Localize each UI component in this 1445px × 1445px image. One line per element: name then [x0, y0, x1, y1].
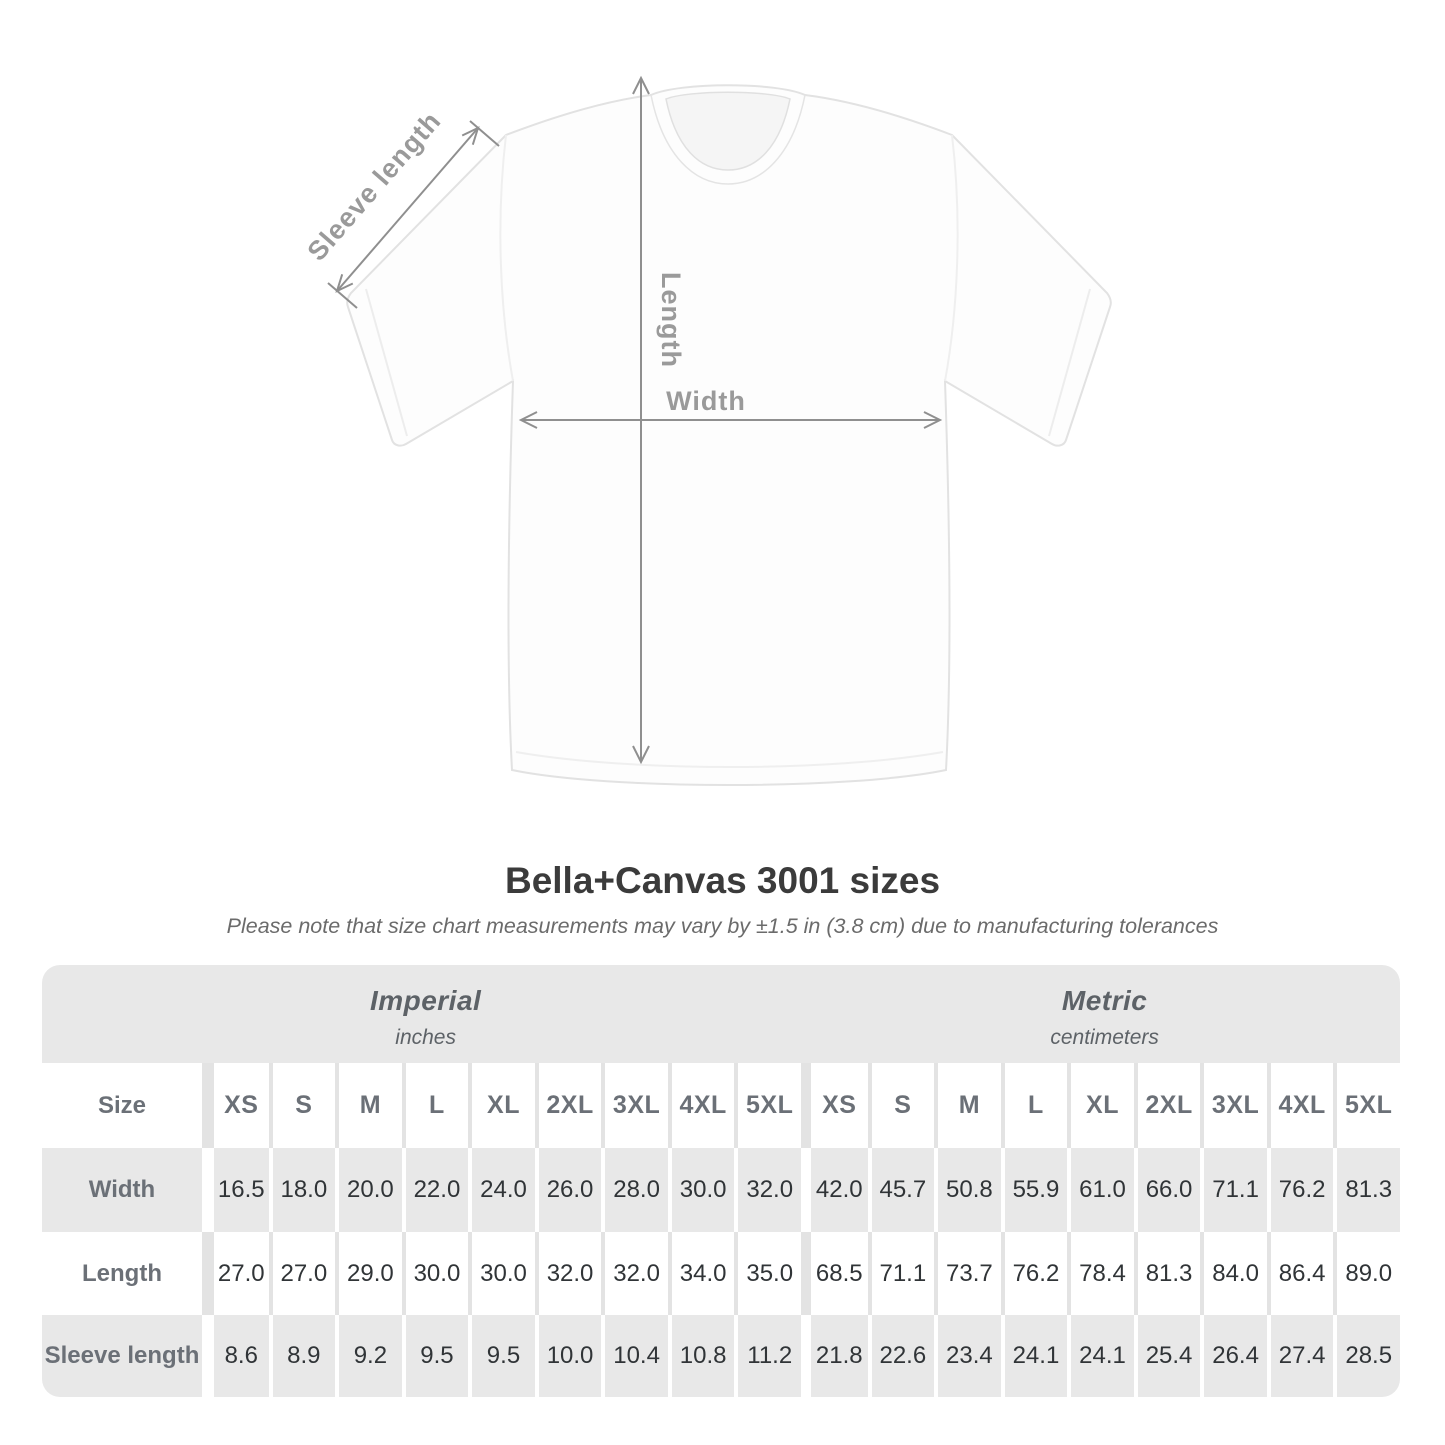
value-cell: 27.4 [1267, 1315, 1334, 1397]
value-cell: 30.0 [402, 1232, 469, 1315]
size-corner-cell: Size [97, 1091, 147, 1119]
length-row [42, 1232, 1400, 1315]
value-cell: 73.7 [934, 1232, 1001, 1315]
value-cell: 24.1 [1001, 1315, 1068, 1397]
sleeve-length-row [42, 1315, 1400, 1397]
value-cell: 21.8 [801, 1315, 868, 1397]
value-cell: 66.0 [1134, 1148, 1201, 1232]
size-header-cell: 3XL [601, 1063, 668, 1148]
value-cell: 8.9 [269, 1315, 336, 1397]
size-header-cell: 2XL [1134, 1063, 1201, 1148]
value-cell: 84.0 [1200, 1232, 1267, 1315]
tshirt-graphic [347, 85, 1111, 785]
value-cell: 45.7 [868, 1148, 935, 1232]
size-header-cell: S [868, 1063, 935, 1148]
value-cell: 86.4 [1267, 1232, 1334, 1315]
value-cell: 71.1 [1200, 1148, 1267, 1232]
value-cell: 50.8 [934, 1148, 1001, 1232]
row-label-cell: Sleeve length [44, 1342, 200, 1369]
size-header-cell: 5XL [734, 1063, 801, 1148]
value-cell: 10.8 [668, 1315, 735, 1397]
value-cell: 30.0 [468, 1232, 535, 1315]
value-cell: 24.1 [1067, 1315, 1134, 1397]
size-header-cell: M [335, 1063, 402, 1148]
size-header-cell: XL [468, 1063, 535, 1148]
value-cell: 28.5 [1333, 1315, 1400, 1397]
value-cell: 78.4 [1067, 1232, 1134, 1315]
size-header-cell: 5XL [1333, 1063, 1400, 1148]
size-header-row [42, 1063, 1400, 1148]
unit-header-band [42, 965, 1400, 1063]
value-cell: 22.6 [868, 1315, 935, 1397]
row-label-cell: Length [82, 1259, 162, 1287]
value-cell: 9.5 [402, 1315, 469, 1397]
value-cell: 9.5 [468, 1315, 535, 1397]
value-cell: 26.0 [535, 1148, 602, 1232]
size-header-cell: L [1001, 1063, 1068, 1148]
value-cell: 32.0 [601, 1232, 668, 1315]
page-title: Bella+Canvas 3001 sizes [504, 860, 941, 901]
size-header-cell: M [934, 1063, 1001, 1148]
value-cell: 61.0 [1067, 1148, 1134, 1232]
value-cell: 16.5 [202, 1148, 269, 1232]
value-cell: 32.0 [734, 1148, 801, 1232]
value-cell: 89.0 [1333, 1232, 1400, 1315]
value-cell: 26.4 [1200, 1315, 1267, 1397]
value-cell: 27.0 [202, 1232, 269, 1315]
value-cell: 71.1 [868, 1232, 935, 1315]
length-label: Length [656, 272, 686, 368]
value-cell: 42.0 [801, 1148, 868, 1232]
size-header-cell: S [269, 1063, 336, 1148]
value-cell: 81.3 [1134, 1232, 1201, 1315]
size-chart-table [42, 965, 1400, 1397]
size-header-cell: XS [202, 1063, 269, 1148]
metric-header-label: Metric [1061, 984, 1148, 1016]
size-header-cell: 4XL [1267, 1063, 1334, 1148]
value-cell: 8.6 [202, 1315, 269, 1397]
value-cell: 35.0 [734, 1232, 801, 1315]
value-cell: 34.0 [668, 1232, 735, 1315]
size-header-cell: 2XL [535, 1063, 602, 1148]
value-cell: 55.9 [1001, 1148, 1068, 1232]
value-cell: 32.0 [535, 1232, 602, 1315]
imperial-header-label: Imperial [369, 984, 482, 1016]
value-cell: 30.0 [668, 1148, 735, 1232]
value-cell: 29.0 [335, 1232, 402, 1315]
value-cell: 10.4 [601, 1315, 668, 1397]
size-header-cell: 3XL [1200, 1063, 1267, 1148]
value-cell: 76.2 [1001, 1232, 1068, 1315]
sleeve-length-label: Sleeve length [301, 105, 447, 267]
width-label: Width [666, 386, 746, 416]
value-cell: 25.4 [1134, 1315, 1201, 1397]
value-cell: 10.0 [535, 1315, 602, 1397]
size-header-cell: 4XL [668, 1063, 735, 1148]
value-cell: 24.0 [468, 1148, 535, 1232]
value-cell: 81.3 [1333, 1148, 1400, 1232]
size-header-cell: XS [801, 1063, 868, 1148]
value-cell: 68.5 [801, 1232, 868, 1315]
value-cell: 11.2 [734, 1315, 801, 1397]
value-cell: 23.4 [934, 1315, 1001, 1397]
value-cell: 28.0 [601, 1148, 668, 1232]
metric-unit-label: centimeters [1050, 1025, 1159, 1049]
imperial-unit-label: inches [395, 1025, 456, 1049]
size-header-cell: L [402, 1063, 469, 1148]
width-row [42, 1148, 1400, 1232]
value-cell: 18.0 [269, 1148, 336, 1232]
imperial-header [42, 965, 809, 1063]
value-cell: 20.0 [335, 1148, 402, 1232]
value-cell: 76.2 [1267, 1148, 1334, 1232]
tshirt-body [347, 85, 1111, 785]
size-header-cell: XL [1067, 1063, 1134, 1148]
size-tolerance-note: Please note that size chart measurements may vary by ±1.5 in (3.8 cm) due to manufacturing tolerances [226, 914, 1219, 938]
value-cell: 22.0 [402, 1148, 469, 1232]
value-cell: 9.2 [335, 1315, 402, 1397]
metric-header [809, 965, 1400, 1063]
value-cell: 27.0 [269, 1232, 336, 1315]
row-label-cell: Width [88, 1176, 156, 1203]
